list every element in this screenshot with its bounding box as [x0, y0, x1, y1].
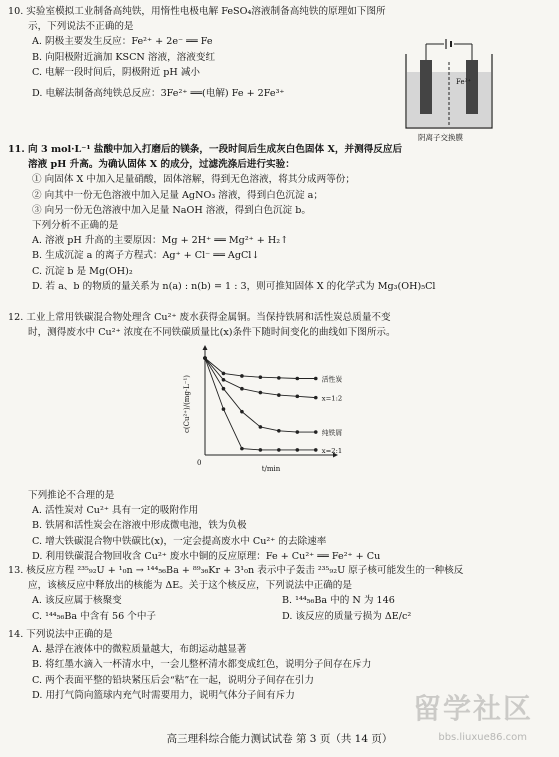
cu-concentration-chart — [175, 345, 380, 485]
data-point-1-6 — [314, 396, 318, 400]
q10-option-c: C. 电解一段时间后，阴极附近 pH 减小 — [32, 66, 201, 78]
q12-option-c: C. 增大铁碳混合物中铁碳比(x)，一定会提高废水中 Cu²⁺ 的去除速率 — [32, 535, 327, 547]
q11-prompt: 下列分析不正确的是 — [32, 220, 119, 232]
series-label-3: x=2:1 — [321, 446, 343, 455]
q12-option-b: B. 铁屑和活性炭会在溶液中形成微电池，铁为负极 — [32, 520, 247, 532]
q10-option-a: A. 阴极主要发生反应：Fe²⁺ + 2e⁻ ══ Fe — [32, 36, 213, 48]
electrolysis-cell-figure — [400, 36, 500, 142]
q10-option-b: B. 向阳极附近滴加 KSCN 溶液，溶液变红 — [32, 51, 216, 63]
q11-step-1: ① 向固体 X 中加入足量硝酸，固体溶解，得到无色溶液，将其分成两等份； — [32, 174, 355, 186]
q14-stem: 14. 下列说法中正确的是 — [8, 629, 113, 640]
q13-options-row2 — [8, 609, 553, 624]
q13-stem-line2: 应，该核反应中释放出的核能为 ΔE。关于这个核反应，下列说法中正确的是 — [28, 580, 352, 592]
chart-svg — [175, 345, 380, 485]
q13-option-d: D. 该反应的质量亏损为 ΔE/c² — [282, 610, 412, 622]
data-point-1-3 — [259, 391, 263, 395]
right-electrode — [466, 60, 478, 114]
question-12 — [8, 310, 553, 340]
q12-stem-line1: 12. 工业上常用铁碳混合物处理含 Cu²⁺ 废水获得金属铜。当保持铁屑和活性炭总质量不变 — [8, 312, 391, 323]
data-point-0-4 — [277, 376, 281, 380]
question-12-options — [8, 488, 553, 564]
series-label-0: 活性炭 — [321, 375, 343, 384]
data-point-2-1 — [222, 387, 226, 391]
data-point-1-5 — [296, 395, 300, 399]
q14-option-d: D. 用打气筒向篮球内充气时需要用力，说明气体分子间有斥力 — [32, 689, 295, 701]
q12-option-d: D. 利用铁碳混合物回收含 Cu²⁺ 废水中铜的反应原理：Fe + Cu²⁺ ══ Fe²⁺ + Cu — [32, 550, 381, 562]
data-point-3-0 — [203, 356, 207, 360]
watermark-url: bbs.liuxue86.com — [438, 732, 527, 743]
q14-option-c: C. 两个表面平整的铅块紧压后会“粘”在一起，说明分子间存在引力 — [32, 674, 314, 686]
y-axis-label: c(Cu²⁺)/(mg·L⁻¹) — [183, 374, 191, 434]
q10-stem-line2: 示，下列说法不正确的是 — [28, 21, 134, 33]
q12-stem-line2: 时，测得废水中 Cu²⁺ 浓度在不同铁碳质量比(x)条件下随时间变化的曲线如下图所示。 — [28, 327, 396, 339]
q13-option-a: A. 该反应属于核聚变 — [32, 595, 122, 607]
data-point-3-4 — [277, 448, 281, 452]
q14-option-a: A. 悬浮在液体中的微粒质量越大，布朗运动越显著 — [32, 644, 247, 656]
q13-option-b: B. ¹⁴⁴₅₆Ba 中的 N 为 146 — [282, 595, 395, 607]
data-point-3-6 — [314, 448, 318, 452]
data-point-3-5 — [296, 448, 300, 452]
data-point-2-5 — [296, 430, 300, 434]
q13-stem-line1: 13. 核反应方程 ²³⁵₉₂U + ¹₀n → ¹⁴⁴₅₆Ba + ⁸⁹₃₆Kr + 3¹₀n 表示中子轰击 ²³⁵₉₂U 原子核可能发生的一种核反 — [8, 565, 464, 576]
origin-label: 0 — [197, 459, 202, 467]
question-13 — [8, 563, 553, 624]
left-electrode — [420, 60, 432, 114]
data-point-1-2 — [240, 387, 244, 391]
series-line-2 — [205, 358, 316, 432]
data-point-0-6 — [314, 377, 318, 381]
data-point-0-2 — [240, 374, 244, 378]
q10-option-d: D. 电解法制备高纯铁总反应：3Fe²⁺ ══(电解) Fe + 2Fe³⁺ — [32, 88, 285, 100]
membrane-caption: 阴离子交换膜 — [418, 133, 463, 142]
data-point-2-4 — [277, 429, 281, 433]
watermark-logo — [401, 692, 551, 751]
data-point-2-6 — [314, 430, 318, 434]
data-point-2-2 — [240, 410, 244, 414]
q11-stem-line1: 11. 向 3 mol·L⁻¹ 盐酸中加入打磨后的镁条，一段时间后生成灰白色固体 X，并测得反应后 — [8, 144, 403, 155]
q12-prompt: 下列推论不合理的是 — [28, 490, 115, 501]
q13-options-row1 — [8, 593, 553, 608]
q11-step-2: ② 向其中一份无色溶液中加入足量 AgNO₃ 溶液，得到白色沉淀 a； — [32, 189, 323, 201]
q11-option-b: B. 生成沉淀 a 的离子方程式：Ag⁺ + Cl⁻ ══ AgCl↓ — [32, 250, 260, 262]
q11-stem-line2: 溶液 pH 升高。为确认固体 X 的成分，过滤洗涤后进行实验： — [28, 159, 295, 171]
q11-step-3: ③ 向另一份无色溶液中加入足量 NaOH 溶液，得到白色沉淀 b。 — [32, 204, 311, 216]
q11-option-c: C. 沉淀 b 是 Mg(OH)₂ — [32, 265, 133, 277]
q10-stem-line1: 10. 实验室模拟工业制备高纯铁，用惰性电极电解 FeSO₄溶液制备高纯铁的原理如下图所 — [8, 6, 386, 17]
data-point-1-4 — [277, 393, 281, 397]
fe2-ion-label: Fe²⁺ — [456, 78, 472, 86]
q13-option-c: C. ¹⁴⁴₅₆Ba 中含有 56 个中子 — [32, 610, 157, 622]
data-point-3-3 — [259, 448, 263, 452]
data-point-3-2 — [240, 447, 244, 451]
electrolysis-cell-drawing — [400, 36, 500, 136]
data-point-0-3 — [259, 375, 263, 379]
q11-option-d: D. 若 a、b 的物质的量关系为 n(a) : n(b) = 1 : 3，则可推知固体 X 的化学式为 Mg₃(OH)₅Cl — [32, 280, 436, 292]
series-label-2: 纯铁屑 — [321, 429, 343, 438]
q11-option-a: A. 溶液 pH 升高的主要原因：Mg + 2H⁺ ══ Mg²⁺ + H₂↑ — [32, 235, 289, 247]
data-point-0-1 — [222, 372, 226, 376]
data-point-2-3 — [259, 425, 263, 429]
page-footer: 高三理科综合能力测试试卷 第 3 页（共 14 页） — [166, 733, 393, 745]
watermark-text: 留学社区 — [412, 692, 533, 725]
y-axis-arrow — [203, 345, 208, 350]
data-point-0-5 — [296, 377, 300, 381]
data-point-1-1 — [222, 378, 226, 382]
q12-option-a: A. 活性炭对 Cu²⁺ 具有一定的吸附作用 — [32, 505, 199, 517]
series-label-1: x=1:2 — [321, 394, 343, 403]
q14-option-b: B. 将红墨水滴入一杯清水中，一会儿整杯清水都变成红色，说明分子间存在斥力 — [32, 659, 372, 671]
x-axis-label: t/min — [261, 465, 281, 473]
data-point-3-1 — [222, 407, 226, 411]
question-11 — [8, 142, 553, 294]
